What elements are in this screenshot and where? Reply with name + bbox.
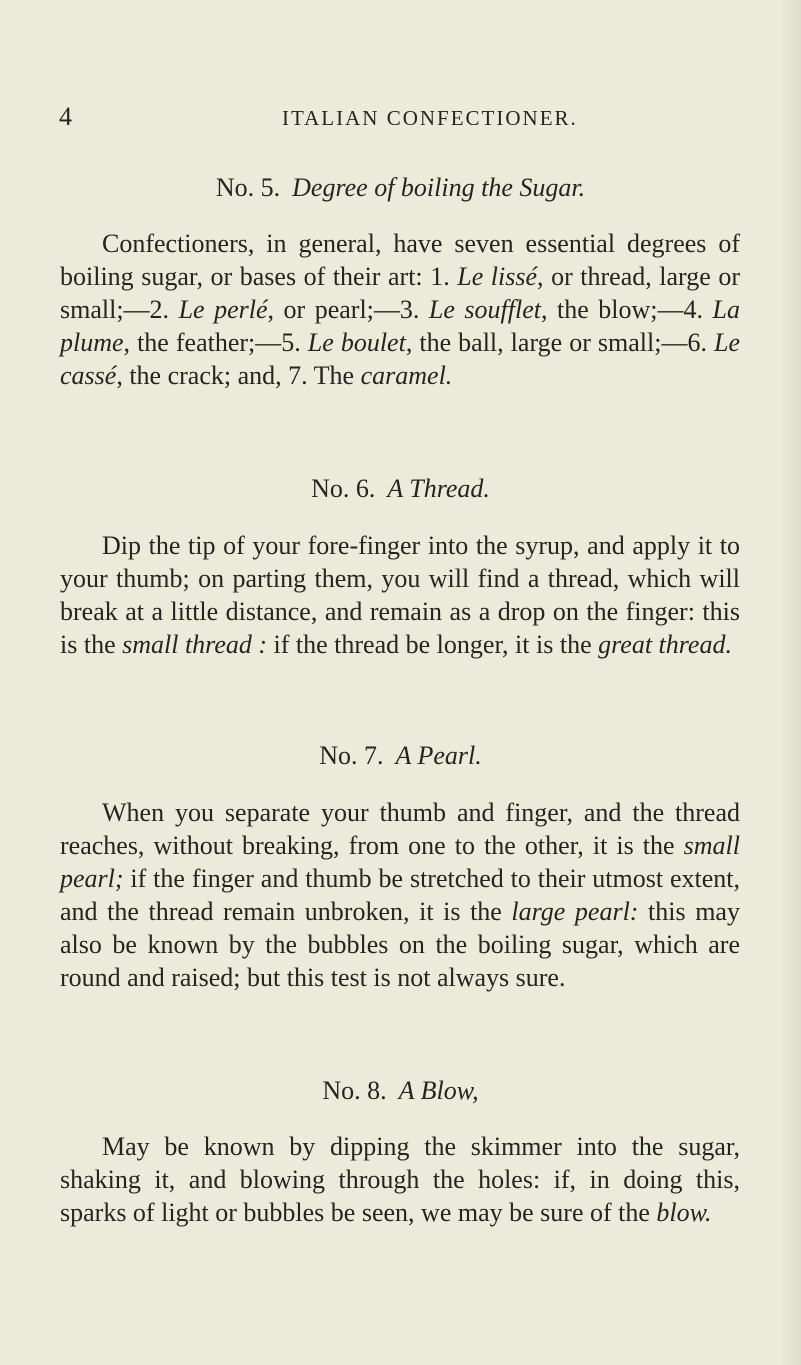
section-heading-5 [0,173,801,203]
section-number: No. 5. [215,173,281,202]
paragraph-thread: Dip the tip of your fore-finger into the syrup, and apply it to your thumb; on parting them, you will find a thread, which will break at a little distance, and remain as a drop on the finger: this is the small thread : if the thread be longer, it is the great thread. [60,531,740,659]
paragraph-degrees: Confectioners, in general, have seven essential degrees of boiling sugar, or bases of their art: 1. Le lissé, or thread, large or small;—2. Le perlé, or pearl;—3. Le soufflet, the blow;—4. La plume, the feather;—5. Le boulet, the ball, large or small;—6. Le cassé, the crack; and, 7. The caramel. [60,229,740,390]
section-title: A Thread. [387,474,490,503]
section-title: A Blow, [398,1076,479,1105]
page-header [0,100,801,140]
section-heading-8 [0,1076,801,1106]
page-number: 4 [59,102,72,131]
section-number: No. 6. [311,474,376,503]
section-heading-7 [0,741,801,771]
section-heading-6 [0,474,801,504]
section-number: No. 7. [319,741,384,770]
section-title: A Pearl. [395,741,482,770]
section-number: No. 8. [322,1076,387,1105]
paragraph-blow: May be known by dipping the skimmer into the sugar, shaking it, and blowing through the holes: if, in doing this, sparks of light or bubbles be seen, we may be sure of the blow. [60,1132,740,1227]
section-title: Degree of boiling the Sugar. [292,173,586,202]
page-edge-shadow [779,0,801,1365]
running-head: ITALIAN CONFECTIONER. [282,106,578,130]
paragraph-pearl: When you separate your thumb and finger, and the thread reaches, without breaking, from one to the other, it is the small pearl; if the finger and thumb be stretched to their utmost extent, and the thread remain unbroken, it is the large pearl: this may also be known by the bubbles on the boiling sugar, which are round and raised; but this test is not always sure. [60,798,740,992]
